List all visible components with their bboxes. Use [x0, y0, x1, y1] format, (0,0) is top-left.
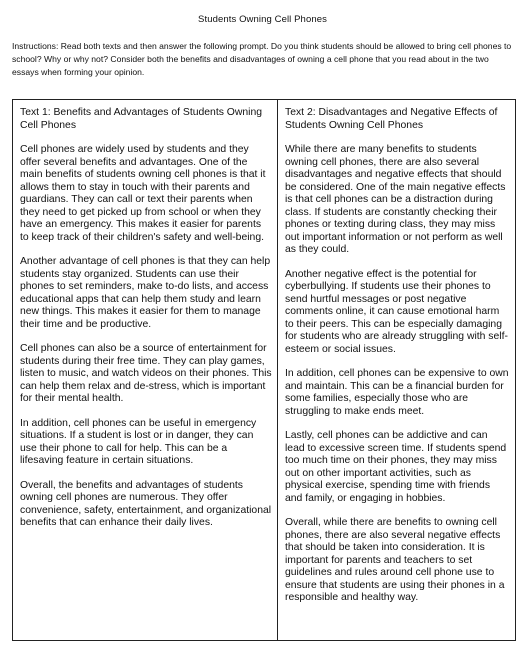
text1-column — [13, 100, 278, 641]
table-row — [13, 100, 516, 641]
text2-column — [278, 100, 516, 641]
text1-paragraph: Cell phones can also be a source of entertainment for students during their free time. They can play games, listen to music, and watch videos on their phones. This can help them relax and de-stress, which is important for their mental health. — [20, 343, 272, 404]
text1-paragraph: Cell phones are widely used by students and they offer several benefits and advantages. One of the main benefits of students owning cell phones is that it allows them to stay in touch with their parents and guardians. They can call or text their parents when they need to get picked up from school or when they have an emergency. This makes it easier for parents to keep track of their children's safety and well-being. — [20, 144, 266, 243]
page-title: Students Owning Cell Phones — [198, 14, 327, 25]
text2-paragraph: Another negative effect is the potential for cyberbullying. If students use their phones to send hurtful messages or post negative comments online, it can cause emotional harm to their peers. This can be especially damaging for students who are already struggling with self-esteem or social issues. — [285, 268, 508, 355]
text2-paragraph: Lastly, cell phones can be addictive and can lead to excessive screen time. If students spend too much time on their phones, they may miss out on other important activities, such as physical exercise, spending time with friends and family, or engaging in hobbies. — [285, 430, 507, 504]
text1-paragraph: Overall, the benefits and advantages of students owning cell phones are numerous. They offer convenience, safety, entertainment, and organizational benefits that can enhance their daily lives. — [20, 479, 272, 528]
text2-paragraph: In addition, cell phones can be expensive to own and maintain. This can be a financial burden for some families, especially those who are struggling to make ends meet. — [285, 368, 509, 417]
text2-paragraph: Overall, while there are benefits to owning cell phones, there are also several negative effects that should be taken into consideration. It is important for parents and teachers to set guidelines and rules around cell phone use to ensure that students are using their phones in a responsible and healthy way. — [285, 517, 505, 603]
text1-heading: Text 1: Benefits and Advantages of Students Owning Cell Phones — [20, 107, 263, 131]
text2-paragraph: While there are many benefits to students owning cell phones, there are also several disadvantages and negative effects that should be considered. One of the main negative effects is that cell phones can be a distraction during class. If students are constantly checking their phones or texting during class, they may miss out important information or not perform as well as they could. — [285, 144, 506, 255]
text1-paragraph: Another advantage of cell phones is that they can help students stay organized. Students can use their phones to set reminders, make to-do lists, and access educational apps that can help them study and learn new things. This makes it easier for them to manage their time and be productive. — [20, 256, 271, 330]
text2-heading: Text 2: Disadvantages and Negative Effects of Students Owning Cell Phones — [285, 107, 498, 131]
text1-paragraph: In addition, cell phones can be useful in emergency situations. If a student is lost or in danger, they can use their phone to call for help. This can be a lifesaving feature in certain situations. — [20, 417, 257, 466]
instructions-text: Instructions: Read both texts and then answer the following prompt. Do you think students should be allowed to bring cell phones to school? Why or why not? Consider both the benefits and disadvantages of owning a cell phone that you read about in the two essays when forming your opinion. — [12, 41, 512, 77]
texts-table — [12, 99, 516, 641]
